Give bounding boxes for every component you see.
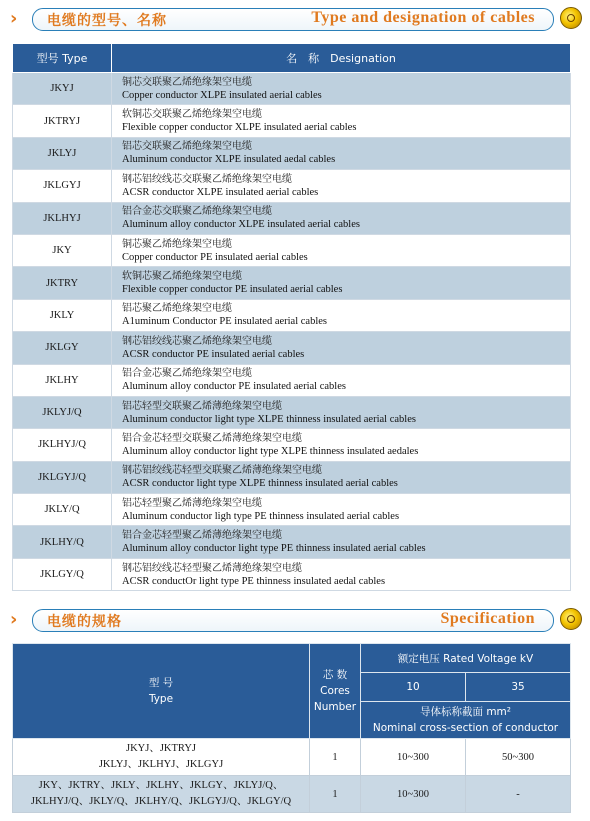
- table-row: [13, 461, 571, 493]
- designation-cn: 铝合金芯聚乙烯绝缘架空电缆: [122, 368, 252, 380]
- designation-cn: 铝芯轻型聚乙烯薄绝缘架空电缆: [122, 497, 262, 509]
- cores-en-2: Number: [313, 701, 357, 713]
- designation-cell: [112, 364, 571, 396]
- spec-header-type: [13, 644, 310, 739]
- voltage-10: 10: [361, 673, 466, 702]
- cores-en-1: Cores: [320, 685, 350, 697]
- table-row: [13, 170, 571, 202]
- model-cell: JKLHY: [13, 364, 112, 396]
- section-header-types: [10, 7, 582, 31]
- table-row: [13, 494, 571, 526]
- table-row: [13, 299, 571, 331]
- model-cell: JKTRY: [13, 267, 112, 299]
- designation-cell: [112, 73, 571, 105]
- designation-cell: [112, 299, 571, 331]
- designation-cn: 钢芯铝绞线芯轻型交联聚乙烯薄绝缘架空电缆: [122, 465, 322, 477]
- table-row: [13, 396, 571, 428]
- designation-en: Aluminum alloy conductor XLPE insulated aerial cables: [122, 219, 360, 231]
- table-header-row: [13, 44, 571, 73]
- voltage-35: 35: [466, 673, 571, 702]
- section-10kv-cell: 10~300: [361, 739, 466, 776]
- chevron-right-icon: ›: [10, 609, 18, 630]
- models-line-1: JKY、JKTRY、JKLY、JKLHY、JKLGY、JKLYJ/Q、: [38, 780, 284, 791]
- table-row: [13, 73, 571, 105]
- table-row: [13, 739, 571, 776]
- designation-en: Copper conductor XLPE insulated aerial cables: [122, 89, 322, 101]
- designation-cn: 铝合金芯交联聚乙烯绝缘架空电缆: [122, 206, 272, 218]
- designation-cell: [112, 526, 571, 558]
- model-cell: JKLGY/Q: [13, 558, 112, 590]
- designation-en: ACSR conductor light type XLPE thinness insulated aerial cables: [122, 478, 398, 490]
- section-title-bar: [32, 8, 554, 31]
- cores-cn: 芯 数: [322, 669, 348, 681]
- designation-cn: 铝芯交联聚乙烯绝缘架空电缆: [122, 141, 252, 153]
- designation-en: ACSR conductOr light type PE thinness insulated aedal cables: [122, 575, 386, 587]
- section-title-cn: 电缆的型号、名称: [47, 13, 167, 29]
- designation-en: Flexible copper conductor PE insulated aerial cables: [122, 284, 343, 296]
- model-cell: JKLGYJ/Q: [13, 461, 112, 493]
- designation-cn: 铜芯交联聚乙烯绝缘架空电缆: [122, 76, 252, 88]
- designation-cell: [112, 429, 571, 461]
- model-cell: JKLY/Q: [13, 494, 112, 526]
- designation-en: A1uminum Conductor PE insulated aerial cables: [122, 316, 327, 328]
- section-title-bar: [32, 609, 554, 632]
- type-designation-table: [12, 43, 571, 591]
- table-row: [13, 267, 571, 299]
- designation-en: Copper conductor PE insulated aerial cables: [122, 251, 308, 263]
- section-title-en: Specification: [440, 610, 535, 627]
- table-row: [13, 105, 571, 137]
- nominal-section-header: [361, 702, 571, 739]
- section-en: Nominal cross-section of conductor: [372, 722, 559, 734]
- designation-en: Aluminum conductor ligh type PE thinness insulated aerial cables: [122, 510, 400, 522]
- designation-cn: 钢芯铝绞线芯交联聚乙烯绝缘架空电缆: [122, 173, 292, 185]
- table-row: [13, 137, 571, 169]
- model-cell: JKLYJ: [13, 137, 112, 169]
- model-cell: JKLYJ/Q: [13, 396, 112, 428]
- type-cn: 型 号: [148, 677, 174, 689]
- designation-cn: 软铜芯交联聚乙烯绝缘架空电缆: [122, 109, 262, 121]
- cores-cell: 1: [310, 776, 361, 813]
- model-cell: JKLGYJ: [13, 170, 112, 202]
- table-row: [13, 558, 571, 590]
- designation-cn: 铝合金芯轻型聚乙烯薄绝缘架空电缆: [122, 530, 282, 542]
- models-line-2: JKLYJ、JKLHYJ、JKLGYJ: [98, 759, 224, 770]
- models-line-2: JKLHYJ/Q、JKLY/Q、JKLHY/Q、JKLGYJ/Q、JKLGY/Q: [30, 796, 292, 807]
- section-header-spec: [10, 608, 582, 632]
- type-en: Type: [148, 693, 174, 705]
- designation-en: Aluminum alloy conductor light type PE thinness insulated aerial cables: [122, 543, 426, 555]
- designation-cell: [112, 267, 571, 299]
- model-cell: JKLGY: [13, 332, 112, 364]
- designation-en: Flexible copper conductor XLPE insulated aerial cables: [122, 122, 357, 134]
- gold-badge-icon: [560, 7, 582, 29]
- table-row: [13, 429, 571, 461]
- spec-models-cell: [13, 776, 310, 813]
- designation-cell: [112, 332, 571, 364]
- designation-cn: 软铜芯聚乙烯绝缘架空电缆: [122, 271, 242, 283]
- rated-voltage-header: 额定电压 Rated Voltage kV: [361, 644, 571, 673]
- designation-en: Aluminum conductor light type XLPE thinness insulated aerial cables: [122, 413, 416, 425]
- table-row: [13, 234, 571, 266]
- model-cell: JKLY: [13, 299, 112, 331]
- designation-cn: 铜芯聚乙烯绝缘架空电缆: [122, 238, 232, 250]
- designation-cell: [112, 137, 571, 169]
- designation-cell: [112, 461, 571, 493]
- section-title-cn: 电缆的规格: [47, 614, 122, 630]
- designation-cell: [112, 234, 571, 266]
- designation-cell: [112, 105, 571, 137]
- model-cell: JKY: [13, 234, 112, 266]
- designation-cell: [112, 494, 571, 526]
- designation-en: ACSR conductor PE insulated aerial cables: [122, 348, 305, 360]
- model-cell: JKLHYJ: [13, 202, 112, 234]
- gold-badge-icon: [560, 608, 582, 630]
- designation-cell: [112, 170, 571, 202]
- designation-cn: 铝合金芯轻型交联聚乙烯薄绝缘架空电缆: [122, 432, 302, 444]
- designation-cell: [112, 558, 571, 590]
- designation-cn: 铝芯聚乙烯绝缘架空电缆: [122, 303, 232, 315]
- section-35kv-cell: 50~300: [466, 739, 571, 776]
- designation-cell: [112, 202, 571, 234]
- model-cell: JKLHYJ/Q: [13, 429, 112, 461]
- designation-cell: [112, 396, 571, 428]
- section-35kv-cell: -: [466, 776, 571, 813]
- section-10kv-cell: 10~300: [361, 776, 466, 813]
- header-designation: 名 称 Designation: [112, 44, 571, 73]
- spec-models-cell: [13, 739, 310, 776]
- section-title-en: Type and designation of cables: [311, 9, 535, 26]
- header-type: 型号 Type: [13, 44, 112, 73]
- designation-cn: 铝芯轻型交联聚乙烯薄绝缘架空电缆: [122, 400, 282, 412]
- cores-cell: 1: [310, 739, 361, 776]
- table-row: [13, 776, 571, 813]
- designation-cn: 钢芯铝绞线芯聚乙烯绝缘架空电缆: [122, 335, 272, 347]
- table-row: [13, 332, 571, 364]
- model-cell: JKLHY/Q: [13, 526, 112, 558]
- model-cell: JKYJ: [13, 73, 112, 105]
- designation-en: ACSR conductor XLPE insulated aerial cables: [122, 186, 319, 198]
- designation-en: Aluminum alloy conductor light type XLPE thinness insulated aedales: [122, 445, 419, 457]
- designation-cn: 钢芯铝绞线芯轻型聚乙烯薄绝缘架空电缆: [122, 562, 302, 574]
- spec-header-row: [13, 644, 571, 673]
- table-row: [13, 202, 571, 234]
- chevron-right-icon: ›: [10, 8, 18, 29]
- spec-header-cores: [310, 644, 361, 739]
- table-row: [13, 364, 571, 396]
- models-line-1: JKYJ、JKTRYJ: [125, 743, 196, 754]
- designation-en: Aluminum conductor XLPE insulated aedal cables: [122, 154, 336, 166]
- designation-en: Aluminum alloy conductor PE insulated aerial cables: [122, 381, 346, 393]
- section-cn: 导体标称截面 mm²: [419, 706, 511, 718]
- specification-table: [12, 643, 571, 813]
- table-row: [13, 526, 571, 558]
- model-cell: JKTRYJ: [13, 105, 112, 137]
